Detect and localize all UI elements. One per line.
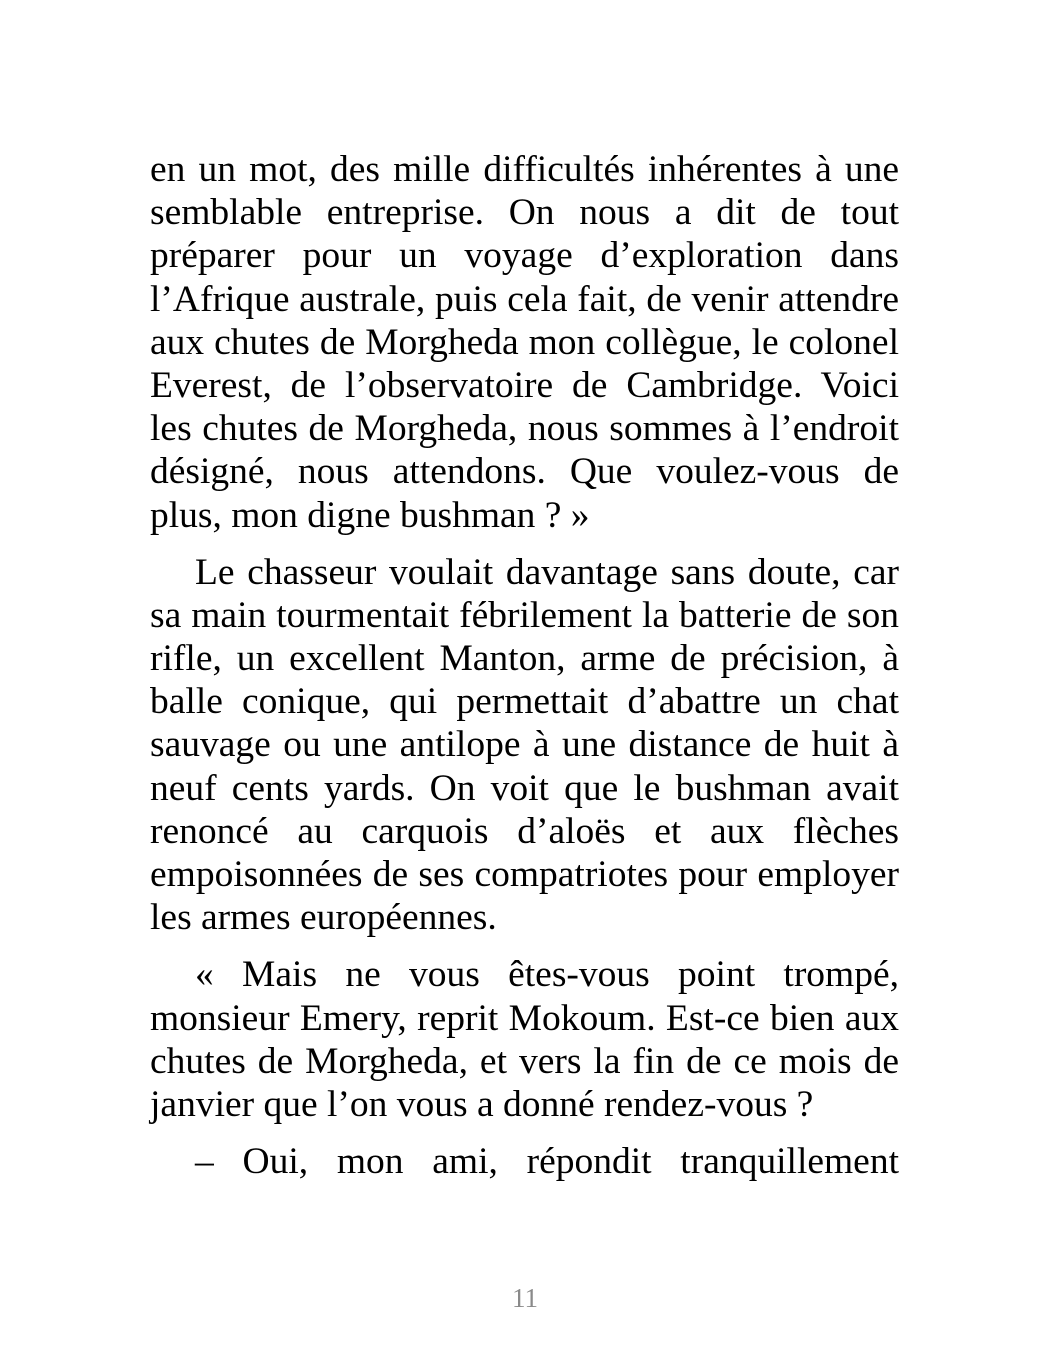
text-line: plus, mon digne bushman ? » xyxy=(150,494,590,536)
paragraph-2 xyxy=(150,551,899,940)
text-line: l’Afrique australe, puis cela fait, de venir attendre xyxy=(150,278,899,320)
body-text xyxy=(150,148,899,1183)
text-line: balle conique, qui permettait d’abattre un chat xyxy=(150,681,899,723)
text-line: Everest, de l’observatoire de Cambridge. Voici xyxy=(150,364,899,406)
paragraph-4 xyxy=(150,1140,899,1183)
text-line: chutes de Morgheda, et vers la fin de ce mois de xyxy=(150,1040,899,1082)
text-line: neuf cents yards. On voit que le bushman avait xyxy=(150,767,899,809)
text-line: Le chasseur voulait davantage sans doute, car xyxy=(195,551,899,593)
text-line: – Oui, mon ami, répondit tranquillement xyxy=(195,1141,899,1183)
text-line: préparer pour un voyage d’exploration dans xyxy=(150,235,899,277)
text-line: désigné, nous attendons. Que voulez-vous de xyxy=(150,451,899,493)
text-line: sa main tourmentait fébrilement la batterie de son xyxy=(150,594,899,636)
text-line: janvier que l’on vous a donné rendez-vous ? xyxy=(150,1083,814,1125)
text-line: les armes européennes. xyxy=(150,897,497,939)
text-line: sauvage ou une antilope à une distance de huit à xyxy=(150,724,899,766)
text-line: « Mais ne vous êtes-vous point trompé, xyxy=(195,954,899,996)
page-number: 11 xyxy=(512,1283,538,1313)
text-line: monsieur Emery, reprit Mokoum. Est-ce bien aux xyxy=(150,997,899,1039)
text-line: aux chutes de Morgheda mon collègue, le colonel xyxy=(150,321,899,363)
text-line: empoisonnées de ses compatriotes pour employer xyxy=(150,854,899,895)
paragraph-1 xyxy=(150,148,899,537)
text-line: rifle, un excellent Manton, arme de précision, à xyxy=(150,638,899,680)
text-line: renoncé au carquois d’aloës et aux flèches xyxy=(150,810,899,852)
paragraph-3 xyxy=(150,953,899,1126)
text-line: semblable entreprise. On nous a dit de tout xyxy=(150,192,899,234)
text-line: en un mot, des mille difficultés inhérentes à une xyxy=(150,149,899,190)
text-line: les chutes de Morgheda, nous sommes à l’endroit xyxy=(150,408,899,450)
